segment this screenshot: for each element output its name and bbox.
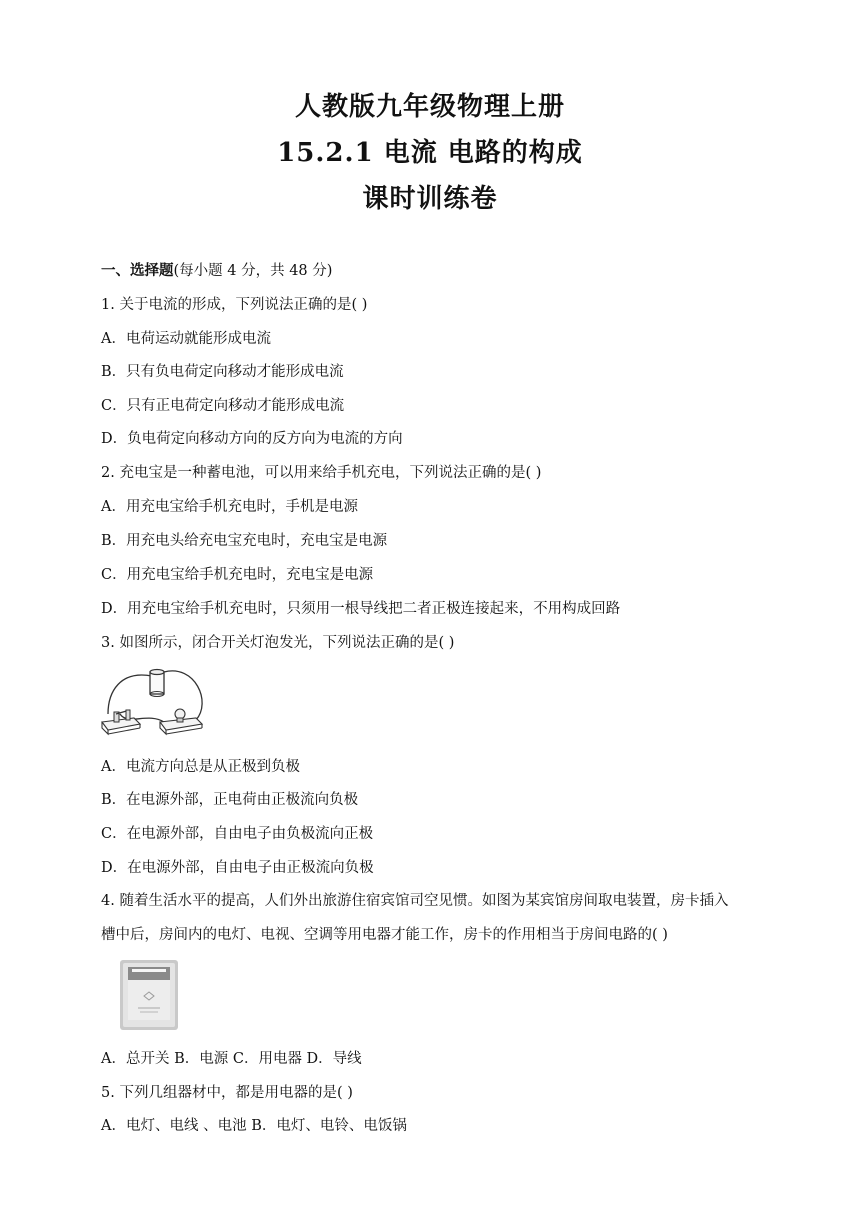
question-4-options: A．总开关 B．电源 C．用电器 D．导线 (101, 1051, 362, 1067)
lesson-title: 15.2.1 电流 电路的构成 (277, 138, 583, 168)
question-5-options: A．电灯、电线 、电池 B．电灯、电铃、电饭锅 (101, 1118, 407, 1134)
question-3-option-d: D．在电源外部，自由电子由正极流向负极 (101, 860, 374, 876)
section-title: 一、选择题 (101, 262, 174, 279)
circuit-figure (100, 662, 212, 740)
room-card-device-figure (118, 958, 180, 1032)
question-1-stem: 1. 关于电流的形成，下列说法正确的是( ) (101, 297, 368, 313)
question-3-stem: 3. 如图所示，闭合开关灯泡发光，下列说法正确的是( ) (101, 635, 455, 651)
document-title: 人教版九年级物理上册 (294, 92, 565, 122)
question-2-stem: 2. 充电宝是一种蓄电池，可以用来给手机充电，下列说法正确的是( ) (101, 465, 542, 481)
question-3-option-b: B．在电源外部，正电荷由正极流向负极 (101, 792, 359, 808)
question-2-option-c: C．用充电宝给手机充电时，充电宝是电源 (101, 567, 374, 583)
question-1-option-a: A．电荷运动就能形成电流 (101, 331, 271, 347)
question-2-option-a: A．用充电宝给手机充电时，手机是电源 (101, 499, 358, 515)
section-note: (每小题 4 分，共 48 分) (173, 263, 333, 279)
question-3-option-c: C．在电源外部，自由电子由负极流向正极 (101, 826, 374, 842)
question-1-option-b: B．只有负电荷定向移动才能形成电流 (101, 364, 344, 380)
question-1-option-d: D．负电荷定向移动方向的反方向为电流的方向 (101, 431, 403, 447)
question-4-stem-line-1: 4. 随着生活水平的提高，人们外出旅游住宿宾馆司空见惯。如图为某宾馆房间取电装置，房卡插入 (101, 893, 729, 909)
question-2-option-d: D．用充电宝给手机充电时，只须用一根导线把二者正极连接起来，不用构成回路 (101, 601, 621, 617)
question-4-stem-line-2: 槽中后，房间内的电灯、电视、空调等用电器才能工作，房卡的作用相当于房间电路的( ) (101, 927, 668, 943)
question-5-stem: 5. 下列几组器材中，都是用电器的是( ) (101, 1085, 353, 1101)
worksheet-title: 课时训练卷 (362, 184, 498, 214)
question-2-option-b: B．用充电头给充电宝充电时，充电宝是电源 (101, 533, 388, 549)
section-heading (101, 259, 332, 280)
question-1-option-c: C．只有正电荷定向移动才能形成电流 (101, 398, 345, 414)
question-3-option-a: A．电流方向总是从正极到负极 (101, 759, 300, 775)
